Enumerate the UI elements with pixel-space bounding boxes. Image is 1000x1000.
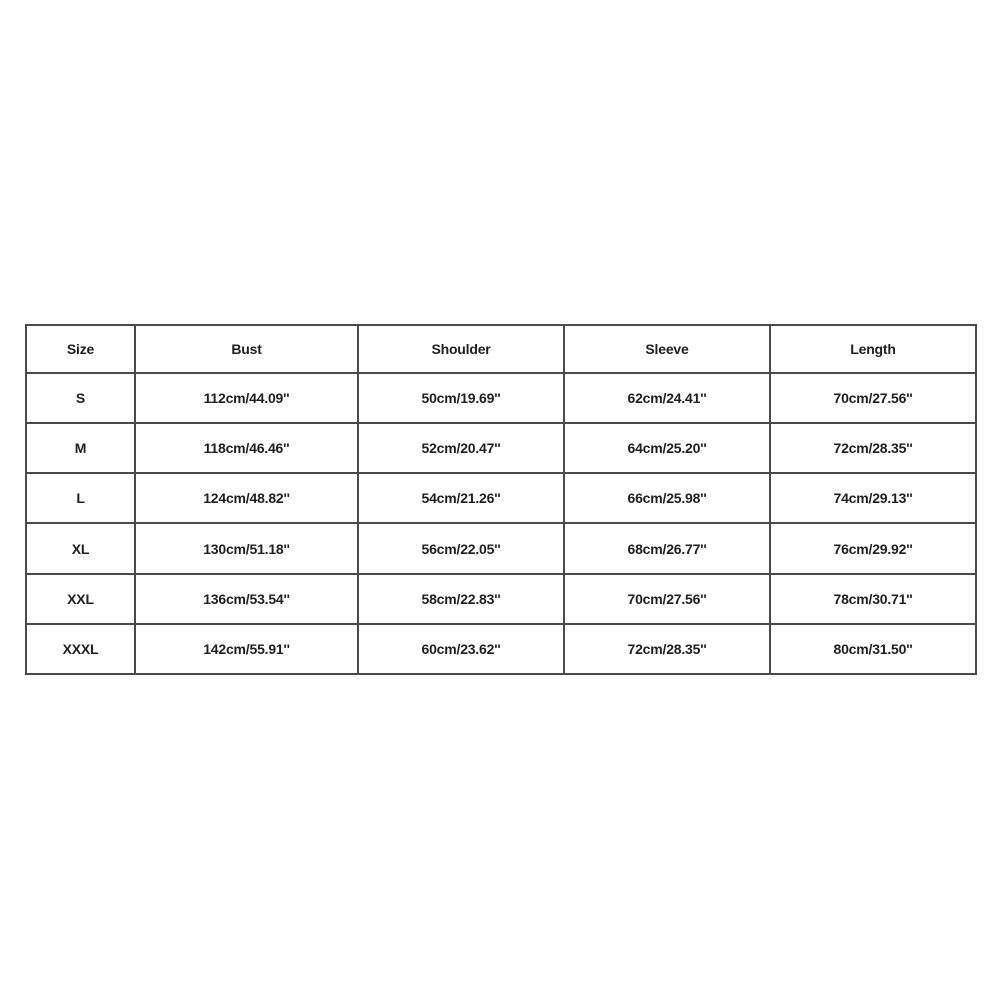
table-row bbox=[26, 423, 976, 473]
size-chart-body bbox=[26, 373, 976, 674]
cell-bust: 136cm/53.54'' bbox=[135, 574, 358, 624]
cell-length: 74cm/29.13'' bbox=[770, 473, 976, 523]
cell-bust: 130cm/51.18'' bbox=[135, 523, 358, 573]
cell-shoulder: 52cm/20.47'' bbox=[358, 423, 564, 473]
table-row bbox=[26, 373, 976, 423]
cell-shoulder: 50cm/19.69'' bbox=[358, 373, 564, 423]
cell-length: 72cm/28.35'' bbox=[770, 423, 976, 473]
cell-sleeve: 64cm/25.20'' bbox=[564, 423, 770, 473]
cell-sleeve: 70cm/27.56'' bbox=[564, 574, 770, 624]
cell-size: XL bbox=[26, 523, 135, 573]
header-shoulder: Shoulder bbox=[358, 325, 564, 373]
cell-sleeve: 62cm/24.41'' bbox=[564, 373, 770, 423]
cell-length: 70cm/27.56'' bbox=[770, 373, 976, 423]
cell-size: M bbox=[26, 423, 135, 473]
cell-sleeve: 66cm/25.98'' bbox=[564, 473, 770, 523]
cell-bust: 142cm/55.91'' bbox=[135, 624, 358, 674]
cell-length: 76cm/29.92'' bbox=[770, 523, 976, 573]
cell-size: XXL bbox=[26, 574, 135, 624]
header-size: Size bbox=[26, 325, 135, 373]
size-chart-table bbox=[25, 324, 977, 675]
cell-length: 78cm/30.71'' bbox=[770, 574, 976, 624]
cell-size: S bbox=[26, 373, 135, 423]
cell-shoulder: 54cm/21.26'' bbox=[358, 473, 564, 523]
cell-bust: 118cm/46.46'' bbox=[135, 423, 358, 473]
cell-bust: 124cm/48.82'' bbox=[135, 473, 358, 523]
table-row bbox=[26, 624, 976, 674]
table-row bbox=[26, 523, 976, 573]
cell-size: L bbox=[26, 473, 135, 523]
header-row bbox=[26, 325, 976, 373]
cell-sleeve: 72cm/28.35'' bbox=[564, 624, 770, 674]
cell-length: 80cm/31.50'' bbox=[770, 624, 976, 674]
cell-size: XXXL bbox=[26, 624, 135, 674]
size-chart-header bbox=[26, 325, 976, 373]
cell-bust: 112cm/44.09'' bbox=[135, 373, 358, 423]
cell-shoulder: 60cm/23.62'' bbox=[358, 624, 564, 674]
cell-shoulder: 56cm/22.05'' bbox=[358, 523, 564, 573]
table-row bbox=[26, 574, 976, 624]
header-bust: Bust bbox=[135, 325, 358, 373]
header-sleeve: Sleeve bbox=[564, 325, 770, 373]
header-length: Length bbox=[770, 325, 976, 373]
table-row bbox=[26, 473, 976, 523]
cell-shoulder: 58cm/22.83'' bbox=[358, 574, 564, 624]
cell-sleeve: 68cm/26.77'' bbox=[564, 523, 770, 573]
